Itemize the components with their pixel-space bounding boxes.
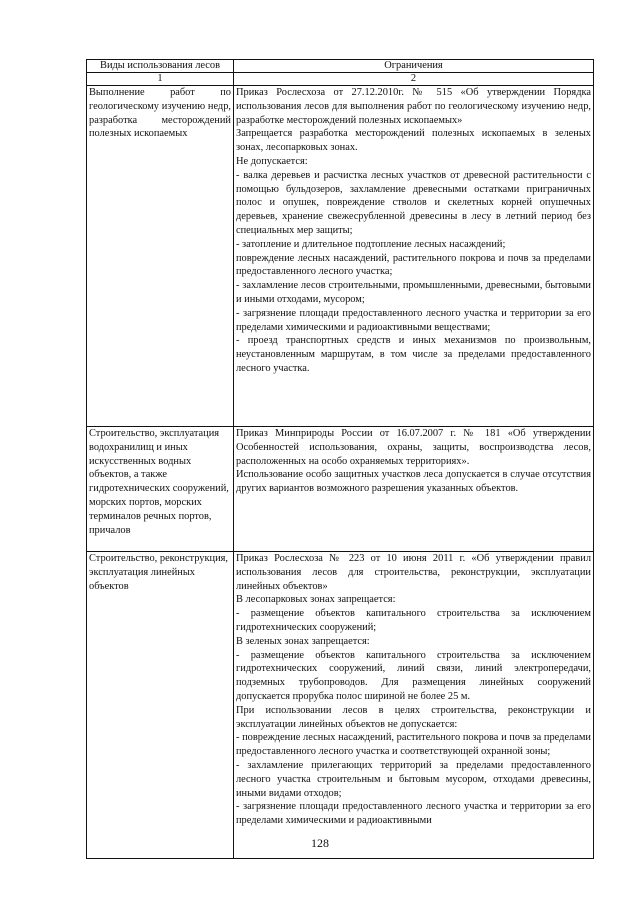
use-cell: Строительство, эксплуатация водохранилищ и иных искусственных водных объектов, а также гидротехнических сооружений, морских портов, морских терминалов речных портов, причалов [87, 427, 234, 552]
table-row [87, 552, 594, 859]
table-row [87, 427, 594, 552]
restrictions-cell [234, 86, 594, 427]
restriction-text: - затопление и длительное подтопление лесных насаждений; [236, 238, 506, 250]
restriction-text: В лесопарковых зонах запрещается: [236, 594, 396, 606]
restriction-text: - размещение объектов капитального строительства за исключением гидротехнических сооружений, линий связи, линий электропередачи, подземных трубопроводов. Для размещения линейных сооружений допускается прорубка полос шириной не более 25 м. [236, 649, 591, 702]
table-number-row [87, 73, 594, 86]
restriction-text: - загрязнение площади предоставленного лесного участка и территории за его пределами химическими и радиоактивными веществами; [236, 307, 591, 333]
restriction-text: В зеленых зонах запрещается: [236, 635, 370, 647]
table-header-row [87, 60, 594, 73]
restrictions-cell [234, 427, 594, 552]
restrictions-table [86, 59, 594, 859]
order-reference: Приказ Рослесхоза № 223 от 10 июня 2011 г. «Об утверждении правил использования лесов для строительства, реконструкции, эксплуатации линейных объектов» [236, 553, 591, 592]
restriction-text: - размещение объектов капитального строительства за исключением гидротехнических сооружений; [236, 608, 591, 633]
restriction-text: Не допускается: [236, 155, 308, 167]
page-number: 128 [311, 836, 329, 850]
restriction-text: - повреждение лесных насаждений, растительного покрова и почв за пределами предоставленного лесного участка и соответствующей охранной зоны; [236, 732, 591, 758]
header-num-1: 1 [87, 73, 234, 86]
use-cell: Выполнение работ по геологическому изучению недр, разработка месторождений полезных ископаемых [87, 86, 234, 427]
header-col-uses: Виды использования лесов [87, 60, 234, 73]
order-reference: Приказ Рослесхоза от 27.12.2010г. № 515 «Об утверждении Порядка использования лесов для выполнения работ по геологическому изучению недр, разработке месторождений полезных ископаемых» [236, 87, 591, 126]
order-reference: Приказ Минприроды России от 16.07.2007 г. № 181 «Об утверждении Особенностей использования, охраны, защиты, воспроизводства лесов, расположенных на особо охраняемых территориях». [236, 428, 591, 467]
restriction-text: При использовании лесов в целях строительства, реконструкции и эксплуатации линейных объектов не допускается: [236, 704, 591, 730]
use-cell: Строительство, реконструкция, эксплуатация линейных объектов [87, 552, 234, 859]
restriction-text: Использование особо защитных участков леса допускается в случае отсутствия других вариантов возможного разрешения указанных объектов. [236, 469, 591, 495]
restriction-text: Запрещается разработка месторождений полезных ископаемых в зеленых зонах, лесопарковых зонах. [236, 128, 591, 154]
restriction-text: - захламление прилегающих территорий за пределами предоставленного лесного участка строительным и бытовым мусором, отходами древесины, иными видами отходов; [236, 759, 591, 799]
restriction-text: повреждение лесных насаждений, растительного покрова и почв за пределами предоставленного лесного участка; [236, 252, 591, 278]
restriction-text: - валка деревьев и расчистка лесных участков от древесной растительности с помощью бульдозеров, захламление древесными остатками приграничных полос и опушек, повреждение стволов и скелетных корней опушечных деревьев, хранение свежесрубленной древесины в лесу в летний период без специальных мер защиты; [236, 169, 591, 236]
restriction-text: - загрязнение площади предоставленного лесного участка и территории за его пределами химическими и радиоактивными [236, 801, 591, 827]
header-col-restrictions: Ограничения [234, 60, 594, 73]
table-row [87, 86, 594, 427]
restriction-text: - проезд транспортных средств и иных механизмов по произвольным, неустановленным маршрутам, в том числе за пределами предоставленного лесного участка. [236, 335, 591, 374]
header-num-2: 2 [234, 73, 594, 86]
restriction-text: - захламление лесов строительными, промышленными, древесными, бытовыми и иными отходами, мусором; [236, 280, 591, 305]
restrictions-cell [234, 552, 594, 859]
